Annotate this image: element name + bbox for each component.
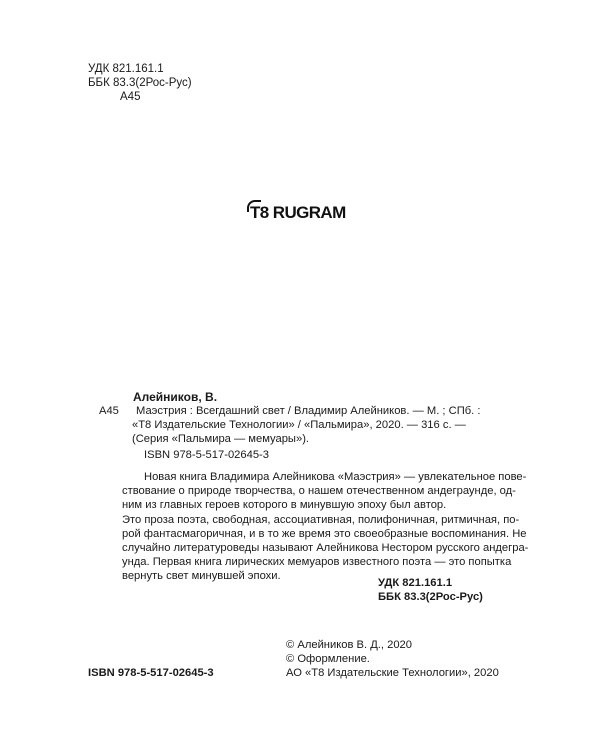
annotation-line: вернуть свет минувшей эпохи.: [122, 570, 281, 583]
annotation-line: ним из главных героев которого в минувшую эпоху был автор.: [122, 499, 447, 512]
annotation-line: унда. Первая книга лирических мемуаров известного поэта — это попытка: [122, 556, 512, 569]
bibliographic-line: (Серия «Пальмира — мемуары»).: [132, 433, 310, 446]
top-classification-block: [88, 62, 192, 104]
annotation: [122, 470, 529, 584]
copyright-line: АО «Т8 Издательские Технологии», 2020: [286, 667, 499, 680]
udk-code: УДК 821.161.1: [88, 63, 164, 75]
publisher-logo-text: T8 RUGRAM: [250, 203, 346, 222]
catalog-classification: [378, 576, 483, 604]
catalog-author-sign: А45: [99, 405, 119, 417]
catalog-author: Алейников, В.: [133, 390, 218, 404]
publisher-logo: [250, 203, 346, 223]
catalog-bbk: ББК 83.3(2Рос-Рус): [378, 591, 483, 604]
copyright-block: [286, 638, 499, 681]
annotation-line: ствование о природе творчества, о нашем отечественном андеграунде, од-: [122, 485, 516, 498]
annotation-line: Новая книга Владимира Алейникова «Маэстрия» — увлекательное пове-: [144, 471, 527, 483]
bbk-code: ББК 83.3(2Рос-Рус): [88, 77, 192, 89]
bibliographic-line: «Т8 Издательские Технологии» / «Пальмира», 2020. — 316 с. —: [132, 419, 466, 432]
annotation-line: случайно литературоведы называют Алейникова Нестором русского андегра-: [122, 542, 529, 555]
footer-isbn: ISBN 978-5-517-02645-3: [88, 667, 214, 679]
author-sign: А45: [120, 91, 141, 103]
copyright-line: © Алейников В. Д., 2020: [286, 639, 413, 651]
copyright-line: © Оформление.: [286, 653, 370, 666]
bibliographic-line: Маэстрия : Всегдашний свет / Владимир Алейников. — М. ; СПб. :: [136, 405, 481, 417]
annotation-line: рой фантасмагоричная, и в то же время это своеобразные воспоминания. Не: [122, 527, 527, 540]
bibliographic-description: [132, 404, 491, 447]
catalog-isbn: ISBN 978-5-517-02645-3: [144, 449, 270, 461]
catalog-udk: УДК 821.161.1: [378, 577, 453, 589]
annotation-line: Это проза поэта, свободная, ассоциативная, полифоничная, ритмичная, по-: [122, 513, 520, 526]
